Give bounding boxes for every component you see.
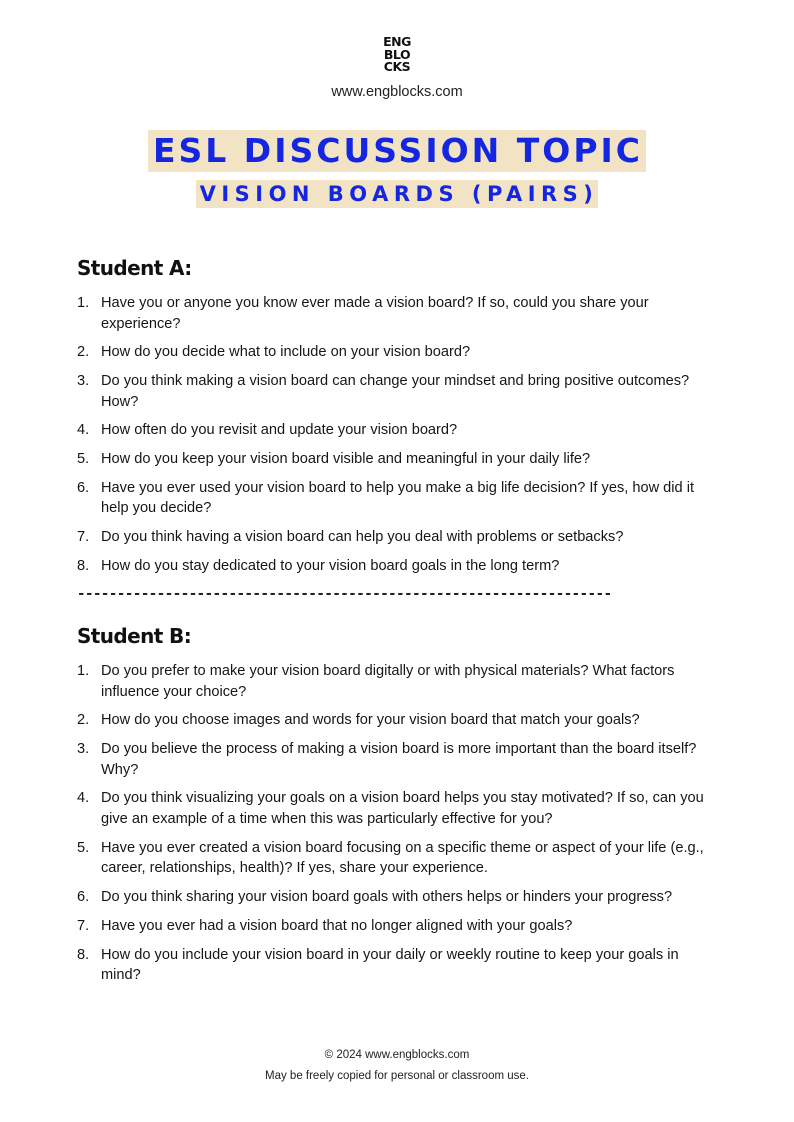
question-number: 8. [77, 558, 90, 575]
question-text: How do you include your vision board in your daily or weekly routine to keep your goals in mind? [101, 946, 679, 984]
question-text: Do you think making a vision board can change your mindset and bring positive outcomes? How? [101, 373, 690, 410]
question-text: How often do you revisit and update your vision board? [101, 422, 458, 439]
question-number: 1. [77, 295, 90, 311]
question-item [77, 788, 722, 829]
question-number: 6. [77, 888, 90, 905]
question-item [77, 293, 722, 334]
question-text: Do you think visualizing your goals on a vision board helps you stay motivated? If so, can you give an example of a time when this was particularly effective for you? [101, 790, 704, 827]
question-item [77, 838, 722, 879]
page-title: ESL DISCUSSION TOPIC [148, 130, 646, 172]
student-a-questions [77, 293, 722, 577]
question-item [77, 342, 722, 363]
question-text: Do you think sharing your vision board goals with others helps or hinders your progress? [101, 888, 673, 905]
question-number: 5. [77, 839, 90, 856]
question-number: 7. [77, 917, 90, 934]
question-text: Have you or anyone you know ever made a vision board? If so, could you share your experience? [101, 295, 649, 332]
student-b-section [77, 624, 722, 994]
question-number: 4. [77, 790, 90, 807]
site-url: www.engblocks.com [331, 83, 463, 100]
question-item [77, 739, 722, 780]
question-item [77, 527, 722, 548]
student-a-section [77, 256, 722, 585]
question-item [77, 916, 722, 937]
question-number: 4. [77, 422, 90, 439]
page-footer [0, 1045, 794, 1087]
logo-line: BLO [383, 46, 411, 62]
question-number: 8. [77, 946, 90, 963]
question-number: 7. [77, 529, 90, 546]
question-item [77, 449, 722, 470]
logo-line: CKS [383, 59, 411, 74]
question-item [77, 556, 722, 577]
question-item [77, 945, 722, 986]
question-text: How do you stay dedicated to your vision board goals in the long term? [101, 558, 560, 575]
question-text: Do you believe the process of making a vision board is more important than the board itself? Why? [101, 741, 697, 778]
student-b-questions [77, 661, 722, 986]
question-text: Do you prefer to make your vision board digitally or with physical materials? What factors influence your choice? [101, 663, 675, 700]
question-text: Have you ever created a vision board focusing on a specific theme or aspect of your life (e.g., career, relationships, health)? If yes, share your experience. [101, 839, 704, 877]
copyright-text: © 2024 www.engblocks.com [324, 1049, 470, 1061]
question-text: How do you keep your vision board visible and meaningful in your daily life? [101, 451, 591, 468]
section-divider: ------------------------------------------------------------------- [77, 586, 612, 602]
question-number: 6. [77, 479, 90, 496]
question-text: Have you ever had a vision board that no longer aligned with your goals? [101, 917, 573, 934]
student-a-heading: Student A: [77, 256, 192, 280]
question-number: 3. [77, 741, 90, 758]
question-text: How do you choose images and words for your vision board that match your goals? [101, 712, 640, 729]
question-number: 3. [77, 373, 90, 390]
question-number: 5. [77, 451, 90, 468]
question-item [77, 371, 722, 412]
question-number: 2. [77, 344, 90, 361]
question-item [77, 661, 722, 702]
page-subtitle: VISION BOARDS (PAIRS) [196, 180, 599, 208]
logo-line: ENG [383, 34, 411, 49]
license-text: May be freely copied for personal or classroom use. [265, 1070, 529, 1082]
question-text: How do you decide what to include on your vision board? [101, 344, 471, 361]
question-text: Do you think having a vision board can help you deal with problems or setbacks? [101, 529, 624, 546]
engblocks-logo [383, 36, 411, 74]
question-item [77, 478, 722, 519]
student-b-heading: Student B: [77, 624, 192, 648]
question-item [77, 420, 722, 441]
question-text: Have you ever used your vision board to help you make a big life decision? If yes, how did it help you decide? [101, 479, 694, 517]
title-block [0, 130, 794, 208]
question-number: 2. [77, 712, 90, 729]
brand-header [0, 36, 794, 100]
question-item [77, 887, 722, 908]
question-number: 1. [77, 663, 90, 679]
question-item [77, 710, 722, 731]
